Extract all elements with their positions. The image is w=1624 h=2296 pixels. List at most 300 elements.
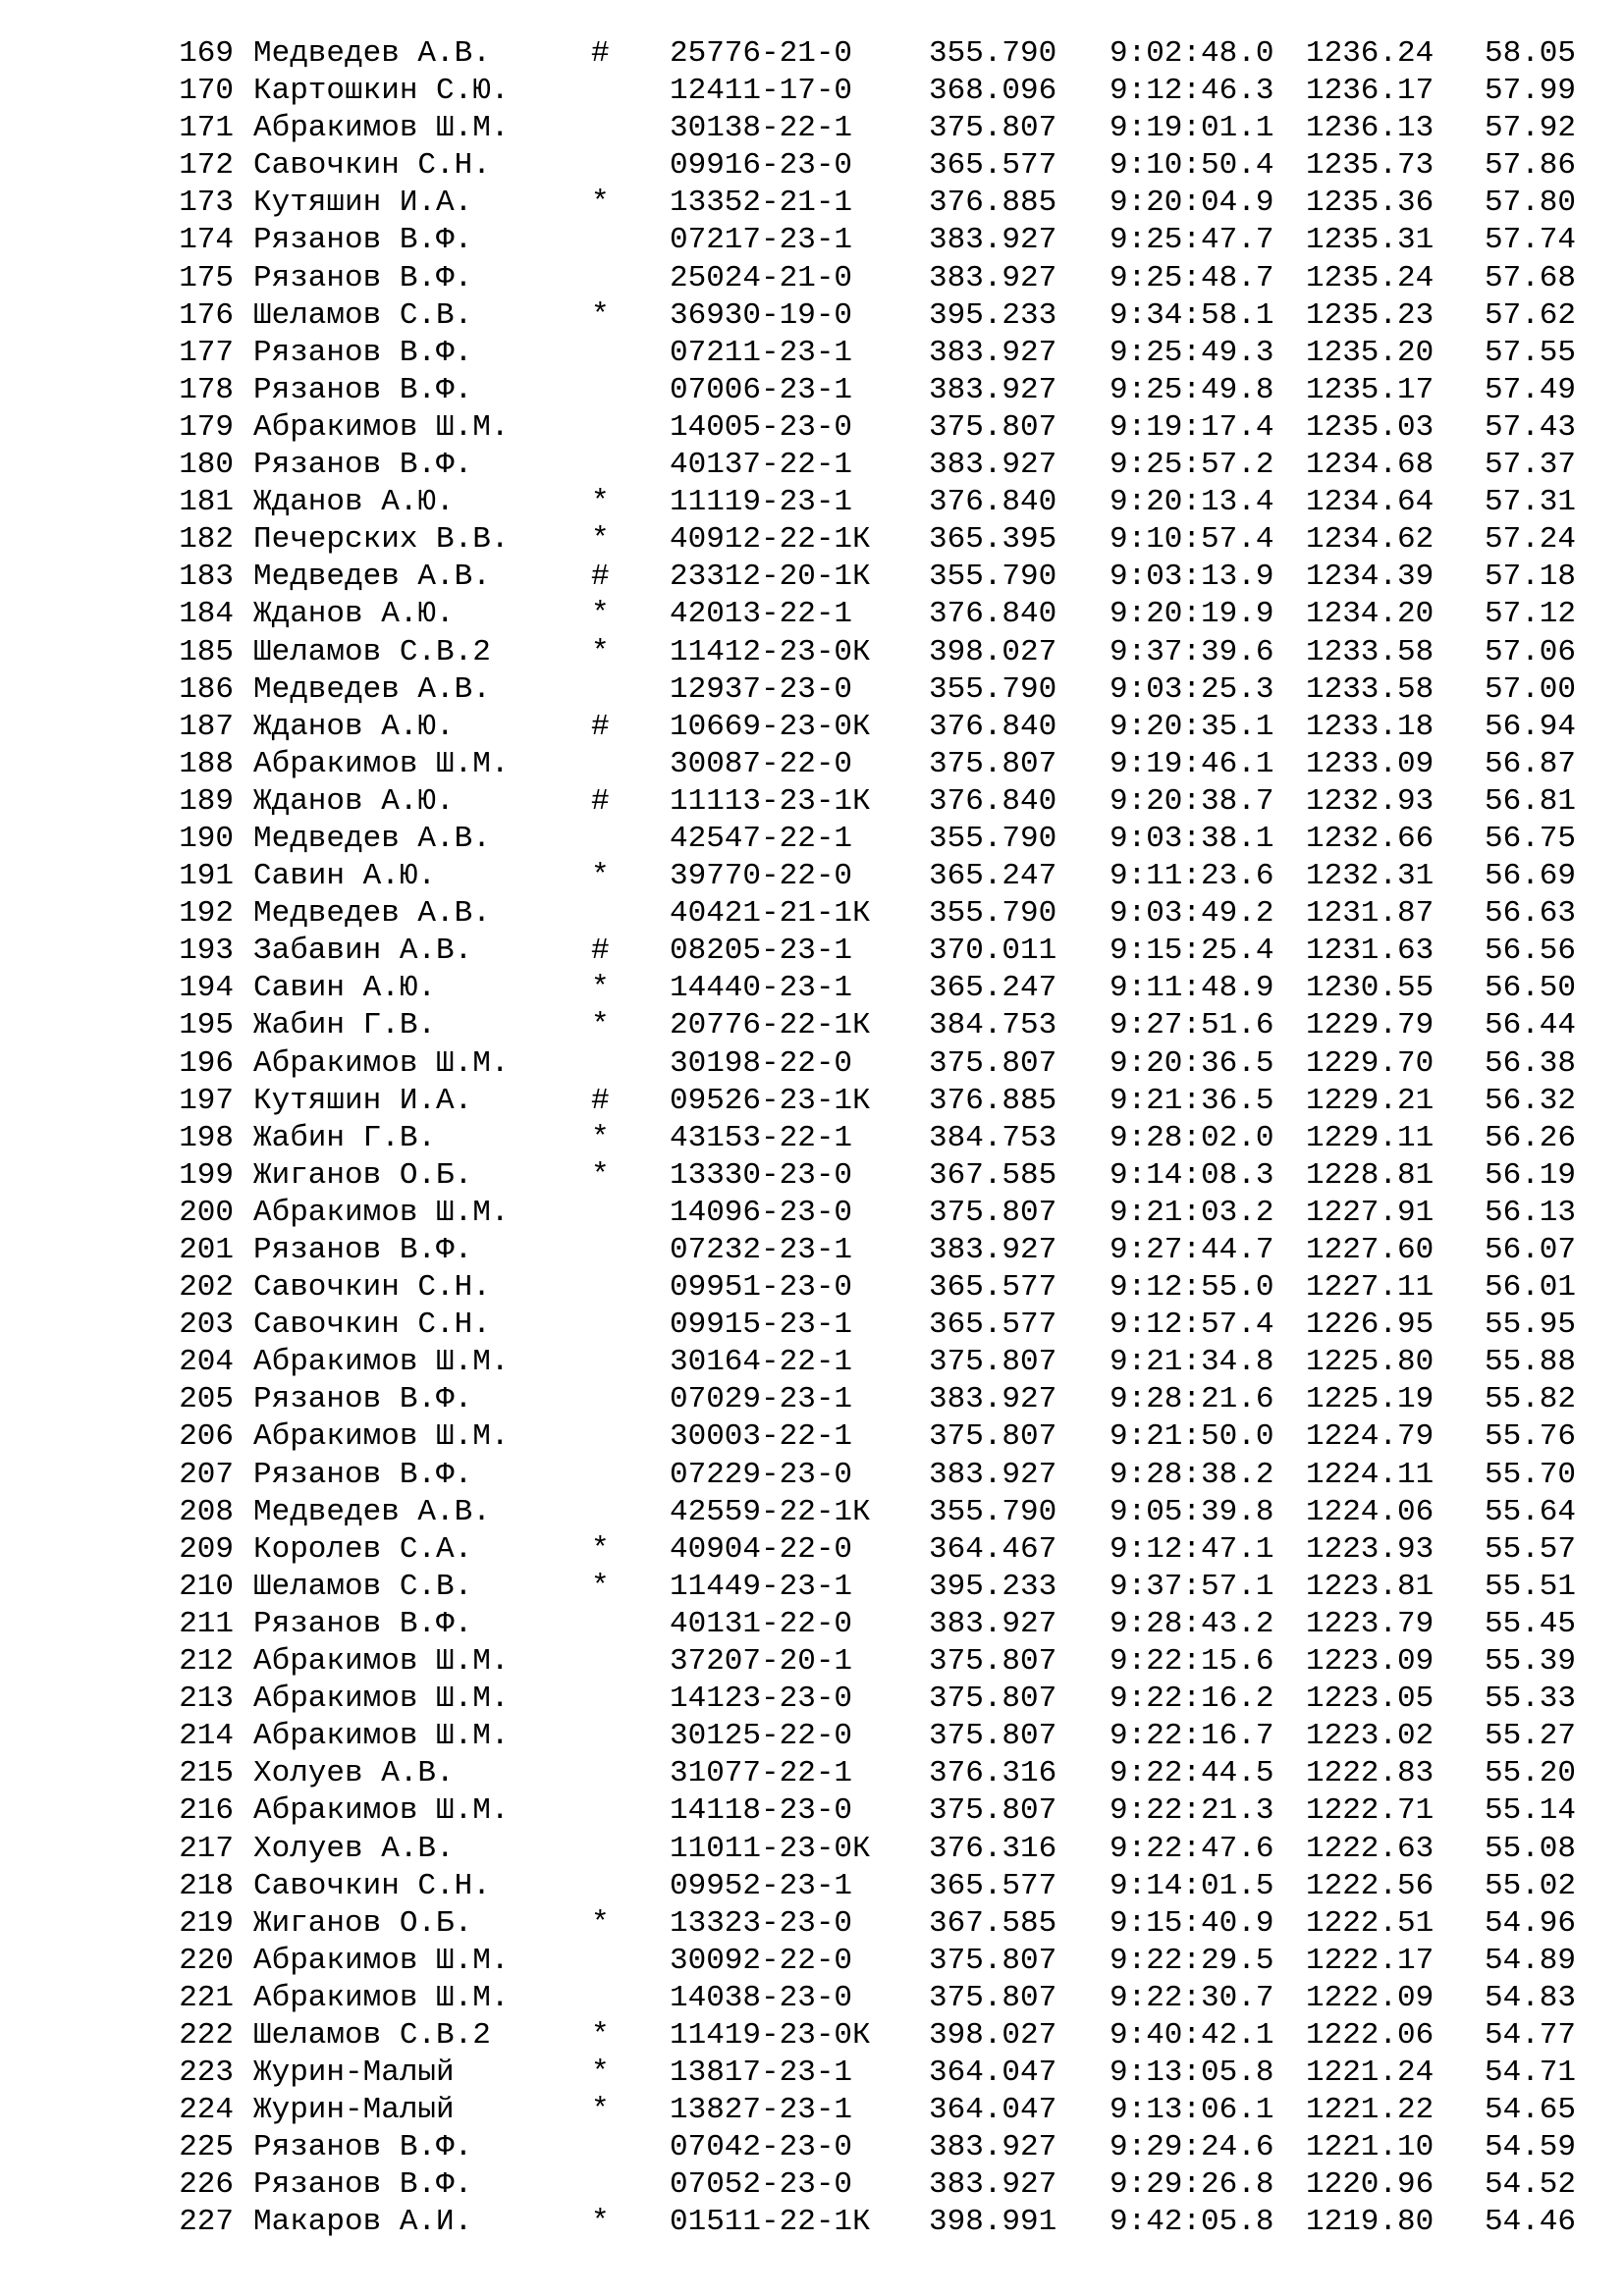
name-cell: Жданов А.Ю. <box>253 485 455 520</box>
ring-cell: 14038-23-0 <box>670 1980 853 2015</box>
place-cell: 189 <box>179 783 234 819</box>
table-row <box>0 2055 1624 2092</box>
place-cell: 227 <box>179 2205 234 2240</box>
points-cell: 56.75 <box>1485 821 1577 856</box>
table-row <box>0 1531 1624 1569</box>
ring-cell: 07232-23-1 <box>670 1233 853 1267</box>
place-cell: 211 <box>179 1606 234 1641</box>
time-cell: 9:22:15.6 <box>1110 1644 1274 1680</box>
time-cell: 9:25:49.3 <box>1110 335 1274 370</box>
speed-cell: 1222.83 <box>1306 1756 1435 1791</box>
distance-cell: 383.927 <box>929 1382 1057 1417</box>
speed-cell: 1233.58 <box>1306 634 1435 669</box>
place-cell: 191 <box>179 859 234 894</box>
table-row <box>0 783 1624 821</box>
time-cell: 9:20:38.7 <box>1110 783 1274 819</box>
table-row <box>0 596 1624 633</box>
place-cell: 184 <box>179 597 234 632</box>
time-cell: 9:12:47.1 <box>1110 1531 1274 1567</box>
place-cell: 201 <box>179 1233 234 1267</box>
table-row <box>0 297 1624 335</box>
mark-cell: * <box>591 522 610 558</box>
time-cell: 9:12:46.3 <box>1110 74 1274 109</box>
distance-cell: 375.807 <box>929 1719 1057 1754</box>
ring-cell: 40137-22-1 <box>670 448 853 483</box>
name-cell: Печерских В.В. <box>253 522 510 558</box>
table-row <box>0 222 1624 259</box>
speed-cell: 1223.09 <box>1306 1644 1435 1680</box>
name-cell: Медведев А.В. <box>253 821 491 856</box>
name-cell: Жабин Г.В. <box>253 1008 437 1043</box>
speed-cell: 1223.79 <box>1306 1606 1435 1641</box>
place-cell: 174 <box>179 223 234 258</box>
name-cell: Рязанов В.Ф. <box>253 372 473 407</box>
time-cell: 9:14:01.5 <box>1110 1868 1274 1903</box>
table-row <box>0 1606 1624 1643</box>
name-cell: Абракимов Ш.М. <box>253 1980 510 2015</box>
place-cell: 193 <box>179 934 234 969</box>
speed-cell: 1223.05 <box>1306 1682 1435 1717</box>
distance-cell: 376.840 <box>929 709 1057 744</box>
distance-cell: 376.840 <box>929 597 1057 632</box>
time-cell: 9:28:21.6 <box>1110 1382 1274 1417</box>
time-cell: 9:19:17.4 <box>1110 409 1274 445</box>
distance-cell: 365.577 <box>929 1308 1057 1343</box>
distance-cell: 384.753 <box>929 1008 1057 1043</box>
distance-cell: 383.927 <box>929 2130 1057 2165</box>
place-cell: 181 <box>179 485 234 520</box>
mark-cell: * <box>591 1531 610 1567</box>
table-row <box>0 1344 1624 1381</box>
mark-cell: * <box>591 1008 610 1043</box>
ring-cell: 40912-22-1К <box>670 522 871 558</box>
ring-cell: 30198-22-0 <box>670 1045 853 1081</box>
ring-cell: 07217-23-1 <box>670 223 853 258</box>
place-cell: 176 <box>179 297 234 333</box>
name-cell: Абракимов Ш.М. <box>253 746 510 781</box>
points-cell: 57.68 <box>1485 260 1577 295</box>
mark-cell: * <box>591 1157 610 1193</box>
time-cell: 9:12:55.0 <box>1110 1270 1274 1306</box>
speed-cell: 1229.11 <box>1306 1120 1435 1155</box>
place-cell: 209 <box>179 1531 234 1567</box>
name-cell: Савочкин С.Н. <box>253 1308 491 1343</box>
table-row <box>0 521 1624 559</box>
table-row <box>0 1269 1624 1307</box>
name-cell: Савочкин С.Н. <box>253 148 491 184</box>
table-row <box>0 1980 1624 2017</box>
place-cell: 205 <box>179 1382 234 1417</box>
time-cell: 9:21:50.0 <box>1110 1419 1274 1455</box>
name-cell: Медведев А.В. <box>253 671 491 707</box>
name-cell: Шеламов С.В.2 <box>253 634 491 669</box>
distance-cell: 398.027 <box>929 634 1057 669</box>
ring-cell: 07052-23-0 <box>670 2167 853 2203</box>
name-cell: Медведев А.В. <box>253 560 491 595</box>
name-cell: Шеламов С.В. <box>253 297 473 333</box>
table-row <box>0 1943 1624 1980</box>
ring-cell: 40421-21-1К <box>670 896 871 932</box>
place-cell: 208 <box>179 1494 234 1529</box>
points-cell: 54.65 <box>1485 2093 1577 2128</box>
speed-cell: 1221.24 <box>1306 2056 1435 2091</box>
table-row <box>0 1457 1624 1494</box>
speed-cell: 1227.11 <box>1306 1270 1435 1306</box>
place-cell: 178 <box>179 372 234 407</box>
time-cell: 9:29:26.8 <box>1110 2167 1274 2203</box>
time-cell: 9:20:13.4 <box>1110 485 1274 520</box>
points-cell: 54.77 <box>1485 2017 1577 2053</box>
place-cell: 226 <box>179 2167 234 2203</box>
table-row <box>0 933 1624 970</box>
table-row <box>0 1569 1624 1606</box>
distance-cell: 365.395 <box>929 522 1057 558</box>
ring-cell: 39770-22-0 <box>670 859 853 894</box>
ring-cell: 13323-23-0 <box>670 1905 853 1941</box>
ring-cell: 40131-22-0 <box>670 1606 853 1641</box>
points-cell: 55.27 <box>1485 1719 1577 1754</box>
place-cell: 180 <box>179 448 234 483</box>
place-cell: 196 <box>179 1045 234 1081</box>
distance-cell: 367.585 <box>929 1157 1057 1193</box>
distance-cell: 365.247 <box>929 859 1057 894</box>
distance-cell: 375.807 <box>929 746 1057 781</box>
table-row <box>0 1007 1624 1044</box>
distance-cell: 355.790 <box>929 1494 1057 1529</box>
ring-cell: 13817-23-1 <box>670 2056 853 2091</box>
points-cell: 57.24 <box>1485 522 1577 558</box>
place-cell: 207 <box>179 1457 234 1492</box>
points-cell: 57.80 <box>1485 186 1577 221</box>
speed-cell: 1235.03 <box>1306 409 1435 445</box>
points-cell: 56.69 <box>1485 859 1577 894</box>
table-row <box>0 1831 1624 1868</box>
place-cell: 187 <box>179 709 234 744</box>
place-cell: 170 <box>179 74 234 109</box>
time-cell: 9:22:16.2 <box>1110 1682 1274 1717</box>
table-row <box>0 821 1624 858</box>
speed-cell: 1236.13 <box>1306 111 1435 146</box>
speed-cell: 1224.06 <box>1306 1494 1435 1529</box>
place-cell: 204 <box>179 1345 234 1380</box>
distance-cell: 375.807 <box>929 1419 1057 1455</box>
speed-cell: 1220.96 <box>1306 2167 1435 2203</box>
distance-cell: 383.927 <box>929 2167 1057 2203</box>
time-cell: 9:19:46.1 <box>1110 746 1274 781</box>
time-cell: 9:14:08.3 <box>1110 1157 1274 1193</box>
name-cell: Макаров А.И. <box>253 2205 473 2240</box>
time-cell: 9:22:16.7 <box>1110 1719 1274 1754</box>
table-row <box>0 895 1624 933</box>
time-cell: 9:29:24.6 <box>1110 2130 1274 2165</box>
name-cell: Абракимов Ш.М. <box>253 1419 510 1455</box>
speed-cell: 1234.39 <box>1306 560 1435 595</box>
speed-cell: 1232.31 <box>1306 859 1435 894</box>
mark-cell: * <box>591 859 610 894</box>
speed-cell: 1235.36 <box>1306 186 1435 221</box>
name-cell: Жиганов О.Б. <box>253 1905 473 1941</box>
distance-cell: 383.927 <box>929 372 1057 407</box>
ring-cell: 09526-23-1К <box>670 1083 871 1118</box>
ring-cell: 30125-22-0 <box>670 1719 853 1754</box>
time-cell: 9:20:35.1 <box>1110 709 1274 744</box>
distance-cell: 375.807 <box>929 409 1057 445</box>
name-cell: Савочкин С.Н. <box>253 1868 491 1903</box>
ring-cell: 12937-23-0 <box>670 671 853 707</box>
speed-cell: 1235.24 <box>1306 260 1435 295</box>
table-row <box>0 2204 1624 2241</box>
place-cell: 219 <box>179 1905 234 1941</box>
speed-cell: 1229.21 <box>1306 1083 1435 1118</box>
time-cell: 9:03:13.9 <box>1110 560 1274 595</box>
name-cell: Рязанов В.Ф. <box>253 1382 473 1417</box>
name-cell: Абракимов Ш.М. <box>253 1793 510 1829</box>
place-cell: 169 <box>179 36 234 71</box>
table-row <box>0 559 1624 596</box>
table-row <box>0 35 1624 73</box>
points-cell: 57.12 <box>1485 597 1577 632</box>
speed-cell: 1223.02 <box>1306 1719 1435 1754</box>
mark-cell: * <box>591 971 610 1006</box>
distance-cell: 383.927 <box>929 335 1057 370</box>
speed-cell: 1234.68 <box>1306 448 1435 483</box>
place-cell: 190 <box>179 821 234 856</box>
points-cell: 55.70 <box>1485 1457 1577 1492</box>
ring-cell: 14005-23-0 <box>670 409 853 445</box>
speed-cell: 1222.71 <box>1306 1793 1435 1829</box>
name-cell: Жданов А.Ю. <box>253 597 455 632</box>
ring-cell: 42547-22-1 <box>670 821 853 856</box>
table-row <box>0 970 1624 1007</box>
points-cell: 54.89 <box>1485 1943 1577 1978</box>
points-cell: 56.50 <box>1485 971 1577 1006</box>
ring-cell: 42559-22-1К <box>670 1494 871 1529</box>
place-cell: 222 <box>179 2017 234 2053</box>
name-cell: Рязанов В.Ф. <box>253 1457 473 1492</box>
place-cell: 171 <box>179 111 234 146</box>
ring-cell: 13330-23-0 <box>670 1157 853 1193</box>
table-row <box>0 2166 1624 2204</box>
ring-cell: 30138-22-1 <box>670 111 853 146</box>
ring-cell: 11419-23-0К <box>670 2017 871 2053</box>
points-cell: 56.44 <box>1485 1008 1577 1043</box>
points-cell: 55.95 <box>1485 1308 1577 1343</box>
table-row <box>0 1195 1624 1232</box>
time-cell: 9:12:57.4 <box>1110 1308 1274 1343</box>
mark-cell: # <box>591 1083 610 1118</box>
ring-cell: 13827-23-1 <box>670 2093 853 2128</box>
name-cell: Жиганов О.Б. <box>253 1157 473 1193</box>
points-cell: 56.94 <box>1485 709 1577 744</box>
time-cell: 9:25:47.7 <box>1110 223 1274 258</box>
speed-cell: 1236.17 <box>1306 74 1435 109</box>
ring-cell: 11449-23-1 <box>670 1569 853 1604</box>
distance-cell: 383.927 <box>929 223 1057 258</box>
ring-cell: 08205-23-1 <box>670 934 853 969</box>
table-row <box>0 1868 1624 1905</box>
points-cell: 56.56 <box>1485 934 1577 969</box>
mark-cell: * <box>591 1905 610 1941</box>
points-cell: 55.02 <box>1485 1868 1577 1903</box>
distance-cell: 398.027 <box>929 2017 1057 2053</box>
place-cell: 185 <box>179 634 234 669</box>
name-cell: Королев С.А. <box>253 1531 473 1567</box>
name-cell: Абракимов Ш.М. <box>253 1682 510 1717</box>
speed-cell: 1222.17 <box>1306 1943 1435 1978</box>
points-cell: 54.52 <box>1485 2167 1577 2203</box>
name-cell: Журин-Малый <box>253 2093 455 2128</box>
name-cell: Жабин Г.В. <box>253 1120 437 1155</box>
time-cell: 9:21:03.2 <box>1110 1195 1274 1230</box>
place-cell: 177 <box>179 335 234 370</box>
points-cell: 57.86 <box>1485 148 1577 184</box>
ring-cell: 37207-20-1 <box>670 1644 853 1680</box>
table-row <box>0 1045 1624 1083</box>
speed-cell: 1221.10 <box>1306 2130 1435 2165</box>
ring-cell: 40904-22-0 <box>670 1531 853 1567</box>
table-row <box>0 1494 1624 1531</box>
table-row <box>0 1157 1624 1195</box>
distance-cell: 384.753 <box>929 1120 1057 1155</box>
name-cell: Савин А.Ю. <box>253 971 437 1006</box>
time-cell: 9:25:48.7 <box>1110 260 1274 295</box>
time-cell: 9:22:30.7 <box>1110 1980 1274 2015</box>
place-cell: 188 <box>179 746 234 781</box>
name-cell: Абракимов Ш.М. <box>253 409 510 445</box>
distance-cell: 367.585 <box>929 1905 1057 1941</box>
ring-cell: 12411-17-0 <box>670 74 853 109</box>
table-row <box>0 709 1624 746</box>
time-cell: 9:28:38.2 <box>1110 1457 1274 1492</box>
distance-cell: 364.047 <box>929 2056 1057 2091</box>
points-cell: 56.13 <box>1485 1195 1577 1230</box>
ring-cell: 25776-21-0 <box>670 36 853 71</box>
name-cell: Холуев А.В. <box>253 1756 455 1791</box>
speed-cell: 1229.70 <box>1306 1045 1435 1081</box>
ring-cell: 07229-23-0 <box>670 1457 853 1492</box>
table-row <box>0 1681 1624 1718</box>
speed-cell: 1225.19 <box>1306 1382 1435 1417</box>
table-row <box>0 484 1624 521</box>
ring-cell: 30003-22-1 <box>670 1419 853 1455</box>
ring-cell: 30092-22-0 <box>670 1943 853 1978</box>
speed-cell: 1222.51 <box>1306 1905 1435 1941</box>
name-cell: Абракимов Ш.М. <box>253 1943 510 1978</box>
points-cell: 57.74 <box>1485 223 1577 258</box>
speed-cell: 1234.64 <box>1306 485 1435 520</box>
points-cell: 55.64 <box>1485 1494 1577 1529</box>
place-cell: 195 <box>179 1008 234 1043</box>
ring-cell: 30164-22-1 <box>670 1345 853 1380</box>
table-row <box>0 2129 1624 2166</box>
name-cell: Абракимов Ш.М. <box>253 1195 510 1230</box>
name-cell: Абракимов Ш.М. <box>253 1719 510 1754</box>
time-cell: 9:02:48.0 <box>1110 36 1274 71</box>
place-cell: 213 <box>179 1682 234 1717</box>
table-row <box>0 1232 1624 1269</box>
speed-cell: 1224.11 <box>1306 1457 1435 1492</box>
points-cell: 57.62 <box>1485 297 1577 333</box>
points-cell: 56.26 <box>1485 1120 1577 1155</box>
ring-cell: 11119-23-1 <box>670 485 853 520</box>
points-cell: 54.46 <box>1485 2205 1577 2240</box>
speed-cell: 1233.18 <box>1306 709 1435 744</box>
speed-cell: 1223.81 <box>1306 1569 1435 1604</box>
points-cell: 56.38 <box>1485 1045 1577 1081</box>
results-table <box>0 35 1624 2242</box>
table-row <box>0 1307 1624 1344</box>
place-cell: 214 <box>179 1719 234 1754</box>
ring-cell: 01511-22-1К <box>670 2205 871 2240</box>
distance-cell: 398.991 <box>929 2205 1057 2240</box>
name-cell: Рязанов В.Ф. <box>253 223 473 258</box>
distance-cell: 375.807 <box>929 1195 1057 1230</box>
ring-cell: 23312-20-1К <box>670 560 871 595</box>
points-cell: 56.07 <box>1485 1233 1577 1267</box>
table-row <box>0 1792 1624 1830</box>
distance-cell: 375.807 <box>929 1345 1057 1380</box>
ring-cell: 07006-23-1 <box>670 372 853 407</box>
time-cell: 9:27:44.7 <box>1110 1233 1274 1267</box>
distance-cell: 364.047 <box>929 2093 1057 2128</box>
time-cell: 9:28:43.2 <box>1110 1606 1274 1641</box>
place-cell: 203 <box>179 1308 234 1343</box>
ring-cell: 09915-23-1 <box>670 1308 853 1343</box>
speed-cell: 1225.80 <box>1306 1345 1435 1380</box>
table-row <box>0 634 1624 671</box>
place-cell: 216 <box>179 1793 234 1829</box>
distance-cell: 365.247 <box>929 971 1057 1006</box>
table-row <box>0 147 1624 185</box>
place-cell: 202 <box>179 1270 234 1306</box>
points-cell: 57.92 <box>1485 111 1577 146</box>
time-cell: 9:15:40.9 <box>1110 1905 1274 1941</box>
name-cell: Забавин А.В. <box>253 934 473 969</box>
name-cell: Абракимов Ш.М. <box>253 1045 510 1081</box>
name-cell: Медведев А.В. <box>253 36 491 71</box>
ring-cell: 09951-23-0 <box>670 1270 853 1306</box>
points-cell: 58.05 <box>1485 36 1577 71</box>
ring-cell: 07029-23-1 <box>670 1382 853 1417</box>
time-cell: 9:42:05.8 <box>1110 2205 1274 2240</box>
name-cell: Журин-Малый <box>253 2056 455 2091</box>
points-cell: 57.06 <box>1485 634 1577 669</box>
place-cell: 200 <box>179 1195 234 1230</box>
time-cell: 9:20:36.5 <box>1110 1045 1274 1081</box>
points-cell: 55.88 <box>1485 1345 1577 1380</box>
table-row <box>0 372 1624 409</box>
place-cell: 182 <box>179 522 234 558</box>
place-cell: 179 <box>179 409 234 445</box>
name-cell: Картошкин С.Ю. <box>253 74 510 109</box>
place-cell: 224 <box>179 2093 234 2128</box>
distance-cell: 375.807 <box>929 1682 1057 1717</box>
distance-cell: 365.577 <box>929 148 1057 184</box>
time-cell: 9:13:05.8 <box>1110 2056 1274 2091</box>
speed-cell: 1233.09 <box>1306 746 1435 781</box>
time-cell: 9:21:34.8 <box>1110 1345 1274 1380</box>
place-cell: 198 <box>179 1120 234 1155</box>
speed-cell: 1235.73 <box>1306 148 1435 184</box>
time-cell: 9:22:21.3 <box>1110 1793 1274 1829</box>
points-cell: 55.08 <box>1485 1831 1577 1866</box>
place-cell: 173 <box>179 186 234 221</box>
distance-cell: 365.577 <box>929 1270 1057 1306</box>
points-cell: 57.31 <box>1485 485 1577 520</box>
speed-cell: 1234.20 <box>1306 597 1435 632</box>
points-cell: 55.39 <box>1485 1644 1577 1680</box>
ring-cell: 07042-23-0 <box>670 2130 853 2165</box>
